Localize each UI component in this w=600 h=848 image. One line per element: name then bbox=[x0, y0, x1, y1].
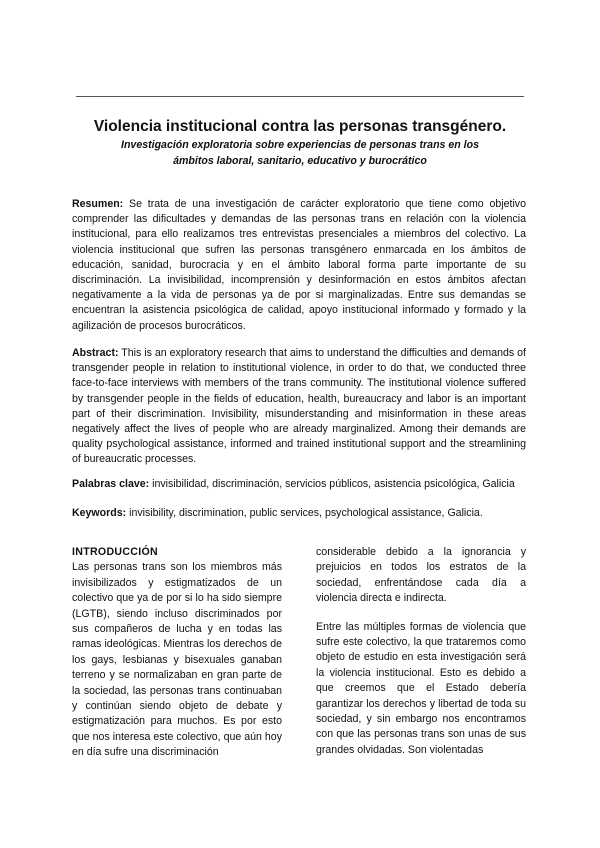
intro-heading: INTRODUCCIÓN bbox=[72, 546, 158, 558]
keywords-label: Keywords: bbox=[72, 507, 127, 519]
intro-right-paragraph-1: considerable debido a la ignorancia y prejuicios en todos los estratos de la sociedad, enfrentándose cada día a violencia directa e indirecta. bbox=[316, 546, 526, 605]
abstract-paragraph bbox=[72, 346, 526, 468]
resumen-paragraph bbox=[72, 197, 526, 334]
intro-right-paragraph-2: Entre las múltiples formas de violencia que sufre este colectivo, la que trataremos como objeto de estudio en esta investigación será la violencia institucional. Esto es debido a que creemos que el Estado debería garantizar los derechos y libertad de toda su sociedad, y sin embargo nos encontramos con que las personas trans son unas de sus grandes olvidadas. Son violentadas bbox=[316, 620, 526, 756]
keywords-text: invisibility, discrimination, public services, psychological assistance, Galicia. bbox=[126, 507, 483, 519]
header-rule bbox=[76, 96, 524, 97]
subtitle-line-1: Investigación exploratoria sobre experiencias de personas trans en los bbox=[121, 139, 479, 151]
palabras-clave-text: invisibilidad, discriminación, servicios públicos, asistencia psicológica, Galicia bbox=[149, 478, 515, 490]
resumen-text: Se trata de una investigación de carácter exploratorio que tiene como objetivo comprender las dificultades y demandas de las personas trans en relación con la violencia institucional, para ello realizamos tres entrevistas presenciales a miembros del colectivo. La violencia institucional que sufren las personas transgénero enmarcada en los ámbitos de educación, sanidad, burocracia y en el ámbito laboral forma parte importante de su discriminación. La invisibilidad, incomprensión y desinformación en estos ámbitos afectan negativamente a la vida de personas ya de por si marginalizadas. Entre sus demandas se encuentran la asistencia psicológica de calidad, apoyo institucional informado y formado y la agilización de procesos burocráticos. bbox=[72, 198, 526, 332]
subtitle-line-2: ámbitos laboral, sanitario, educativo y burocrático bbox=[173, 155, 427, 167]
keywords-paragraph bbox=[72, 506, 526, 521]
abstract-text: This is an exploratory research that aims to understand the difficulties and demands of transgender people in relation to institutional violence, in order to do that, we conducted three face-to-face interviews with members of the trans community. The institutional violence suffered by transgender people in the fields of education, health, bureaucracy and labor is an important part of their discrimination. Invisibility, misunderstanding and misinformation in these areas negatively affect the lives of people who are already marginalized. Among their demands are quality psychological assistance, informed and trained institutional support and the streamlining of bureaucratic processes. bbox=[72, 347, 526, 466]
palabras-clave-paragraph bbox=[72, 477, 526, 492]
paper-title: Violencia institucional contra las personas transgénero. bbox=[93, 118, 507, 135]
left-column bbox=[72, 545, 282, 774]
intro-left-paragraph: Las personas trans son los miembros más invisibilizados y estigmatizados de un colectivo que ya de por si lo ha sido siempre (LGTB), siendo incluso discriminados por sus compañeros de lucha y en todas las ramas ideológicas. Mientras los derechos de los gays, lesbianas y bisexuales ganaban terreno y se normalizaban en gran parte de la sociedad, las personas trans continuaban y continúan siendo objeto de debate y estigmatización para muchos. Es por esto que nos interesa este colectivo, que aún hoy en día sufre una discriminación bbox=[72, 561, 282, 759]
resumen-label: Resumen: bbox=[72, 198, 124, 210]
abstract-label: Abstract: bbox=[72, 347, 119, 359]
paper-subtitle bbox=[80, 137, 520, 169]
palabras-clave-label: Palabras clave: bbox=[72, 478, 150, 490]
right-column bbox=[316, 545, 526, 771]
